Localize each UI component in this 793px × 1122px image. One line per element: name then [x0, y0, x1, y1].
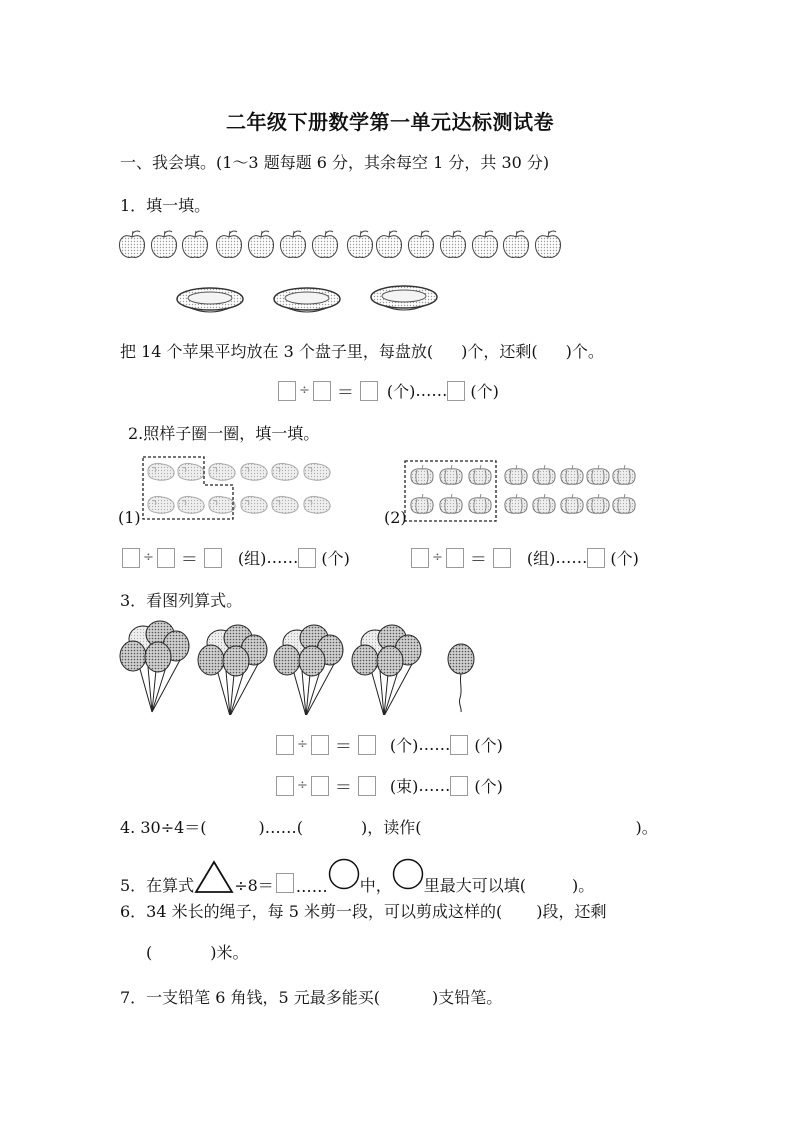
q1-equation: ÷ ＝ (个) …… (个)	[278, 378, 499, 403]
answer-box[interactable]	[587, 548, 605, 568]
q1-sentence: 把 14 个苹果平均放在 3 个盘子里，每盘放( )个，还剩( )个。	[120, 342, 604, 361]
answer-box[interactable]	[450, 776, 468, 796]
answer-box[interactable]	[276, 776, 294, 796]
answer-box[interactable]	[446, 548, 464, 568]
q2-part2-equation: ÷ ＝ (组) …… (个)	[411, 545, 639, 570]
circle-icon	[328, 858, 360, 890]
answer-box[interactable]	[411, 548, 429, 568]
apples-illustration	[118, 226, 568, 260]
q2-part1-label: (1)	[118, 508, 141, 527]
answer-box[interactable]	[157, 548, 175, 568]
q6-line-2: ( )米。	[146, 943, 249, 962]
answer-box[interactable]	[122, 548, 140, 568]
q5: 5．在算式 ÷8＝ …… 中， 里最大可以填( )。	[120, 858, 594, 896]
balloons-illustration	[116, 620, 486, 715]
plates-illustration	[176, 285, 456, 320]
circle-icon	[392, 858, 424, 890]
answer-box[interactable]	[276, 873, 294, 893]
q3-equation-2: ÷ ＝ (束) …… (个)	[276, 773, 503, 798]
section-heading: 一、我会填。(1～3 题每题 6 分，其余每空 1 分，共 30 分)	[120, 153, 550, 172]
answer-box[interactable]	[358, 776, 376, 796]
q7: 7．一支铅笔 6 角钱，5 元最多能买( )支铅笔。	[120, 988, 503, 1007]
answer-box[interactable]	[311, 776, 329, 796]
page-title: 二年级下册数学第一单元达标测试卷	[226, 110, 554, 134]
q3-equation-1: ÷ ＝ (个) …… (个)	[276, 732, 503, 757]
q6-line-1: 6．34 米长的绳子，每 5 米剪一段，可以剪成这样的( )段，还剩	[120, 902, 607, 921]
answer-box[interactable]	[493, 548, 511, 568]
q2-pumpkin-grid	[404, 460, 639, 524]
answer-box[interactable]	[447, 381, 465, 401]
q3-label: 3．看图列算式。	[120, 591, 243, 610]
q2-label: 2.照样子圈一圈，填一填。	[128, 424, 320, 443]
answer-box[interactable]	[358, 735, 376, 755]
q2-part2-label: (2)	[384, 508, 407, 527]
triangle-icon	[194, 860, 234, 894]
answer-box[interactable]	[450, 735, 468, 755]
q2-fruit-grid	[140, 455, 340, 525]
answer-box[interactable]	[278, 381, 296, 401]
answer-box[interactable]	[204, 548, 222, 568]
q4: 4. 30÷4＝( )……( )，读作( )。	[120, 818, 658, 837]
q1-label: 1．填一填。	[120, 196, 211, 215]
q2-part1-equation: ÷ ＝ (组) …… (个)	[122, 545, 350, 570]
answer-box[interactable]	[311, 735, 329, 755]
answer-box[interactable]	[360, 381, 378, 401]
answer-box[interactable]	[298, 548, 316, 568]
answer-box[interactable]	[276, 735, 294, 755]
answer-box[interactable]	[313, 381, 331, 401]
